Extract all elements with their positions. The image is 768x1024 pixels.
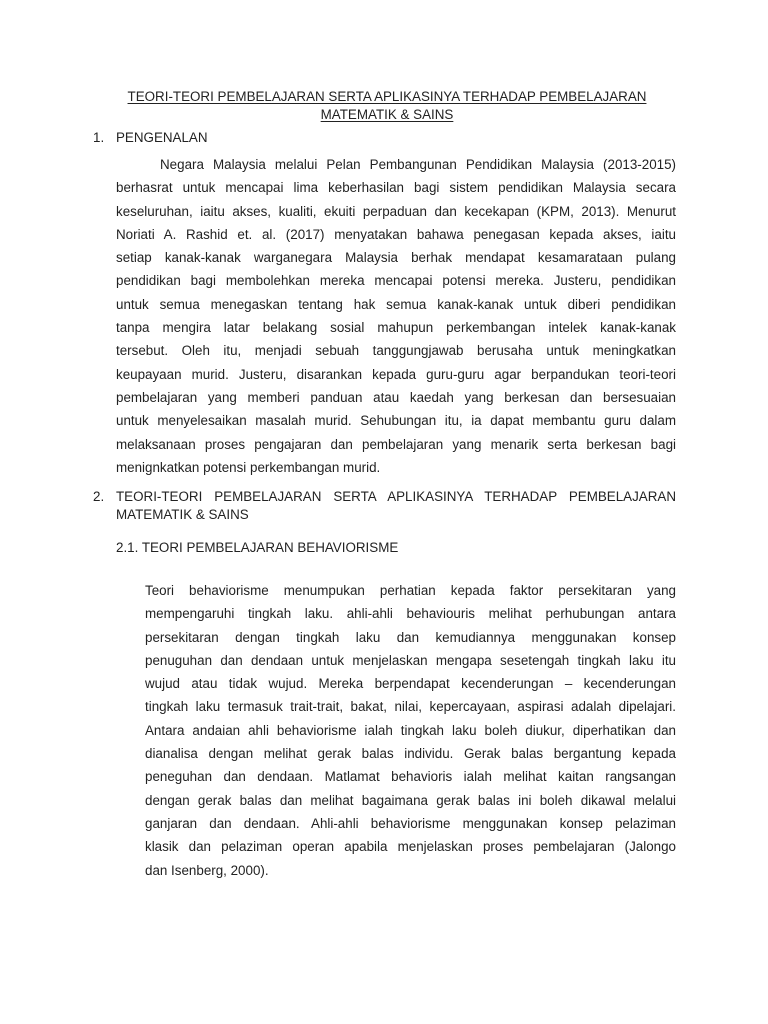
paragraph-line: peneguhan dan dendaan. Matlamat behavioris ialah melihat kaitan rangsangan — [145, 769, 676, 785]
paragraph-line: keseluruhan, iaitu akses, kualiti, ekuiti perpaduan dan kecekapan (KPM, 2013). Menurut — [116, 203, 676, 219]
paragraph-line: tersebut. Oleh itu, menjadi sebuah tanggungjawab berusaha untuk meningkatkan — [116, 343, 676, 359]
paragraph-line: dengan gerak balas dan melihat bagaimana gerak balas ini boleh dikawal melalui — [145, 792, 676, 808]
section-2-heading — [116, 488, 676, 524]
document-title — [100, 88, 674, 124]
paragraph-line: menignkatkan potensi perkembangan murid. — [116, 459, 381, 475]
section-2-heading-line-1: TEORI-TEORI PEMBELAJARAN SERTA APLIKASINYA TERHADAP PEMBELAJARAN — [116, 489, 676, 504]
paragraph-line: pembelajaran yang memberi panduan atau kaedah yang berkesan dan bersesuaian — [116, 389, 676, 405]
section-1-heading: PENGENALAN — [116, 130, 208, 145]
paragraph-line: keupayaan murid. Justeru, disarankan kepada guru-guru agar berpandukan teori-teori — [116, 366, 676, 382]
section-1-paragraph — [116, 153, 676, 479]
section-2-heading-line-2: MATEMATIK & SAINS — [116, 507, 249, 522]
paragraph-line: persekitaran dengan tingkah laku dan kemudiannya menggunakan konsep — [145, 629, 676, 645]
paragraph-line: penuguhan dan dendaan untuk menjelaskan mengapa sesetengah tingkah laku itu — [145, 652, 676, 668]
paragraph-line: dan Isenberg, 2000). — [145, 862, 269, 878]
paragraph-line: mempengaruhi tingkah laku. ahli-ahli behaviouris melihat perhubungan antara — [145, 606, 676, 622]
subsection-2-1-heading: 2.1. TEORI PEMBELAJARAN BEHAVIORISME — [116, 540, 399, 555]
paragraph-line: tanpa mengira latar belakang sosial mahupun perkembangan intelek kanak-kanak — [116, 320, 676, 336]
paragraph-line: melaksanaan proses pengajaran dan pembelajaran yang menarik serta berkesan bagi — [116, 436, 676, 452]
paragraph-line: Negara Malaysia melalui Pelan Pembangunan Pendidikan Malaysia (2013-2015) — [160, 157, 676, 172]
section-2-number: 2. — [93, 489, 105, 504]
paragraph-line: Noriati A. Rashid et. al. (2017) menyatakan bahawa penegasan kepada akses, iaitu — [116, 226, 676, 242]
paragraph-line: klasik dan pelaziman operan apabila menjelaskan proses pembelajaran (Jalongo — [145, 839, 676, 855]
paragraph-line: pendidikan bagi membolehkan mereka mencapai potensi mereka. Justeru, pendidikan — [116, 273, 676, 289]
paragraph-line: wujud atau tidak wujud. Mereka berpendapat kecenderungan – kecenderungan — [145, 676, 676, 692]
paragraph-line: ganjaran dan dendaan. Ahli-ahli behaviorisme menggunakan konsep pelaziman — [145, 815, 676, 831]
subsection-2-1-paragraph — [145, 579, 676, 882]
paragraph-line: untuk menyelesaikan masalah murid. Sehubungan itu, ia dapat membantu guru dalam — [116, 413, 676, 429]
paragraph-line: Antara andaian ahli behaviorisme ialah tingkah laku boleh diukur, diperhatikan dan — [145, 722, 676, 738]
paragraph-line: Teori behaviorisme menumpukan perhatian kepada faktor persekitaran yang — [145, 583, 676, 598]
section-1-number: 1. — [93, 130, 105, 145]
paragraph-line: tingkah laku termasuk trait-trait, bakat, nilai, kepercayaan, aspirasi adalah dipelajari. — [145, 699, 676, 715]
paragraph-line: setiap kanak-kanak warganegara Malaysia berhak mendapat kesamarataan pulang — [116, 250, 676, 266]
document-title-line-2: MATEMATIK & SAINS — [320, 107, 454, 122]
paragraph-line: untuk semua menegaskan tentang hak semua kanak-kanak untuk diberi pendidikan — [116, 296, 676, 312]
paragraph-line: dianalisa dengan melihat gerak balas individu. Gerak balas bergantung kepada — [145, 746, 676, 762]
paragraph-line: berhasrat untuk mencapai lima keberhasilan bagi sistem pendidikan Malaysia secara — [116, 180, 676, 196]
document-title-line-1: TEORI-TEORI PEMBELAJARAN SERTA APLIKASINYA TERHADAP PEMBELAJARAN — [127, 89, 647, 104]
